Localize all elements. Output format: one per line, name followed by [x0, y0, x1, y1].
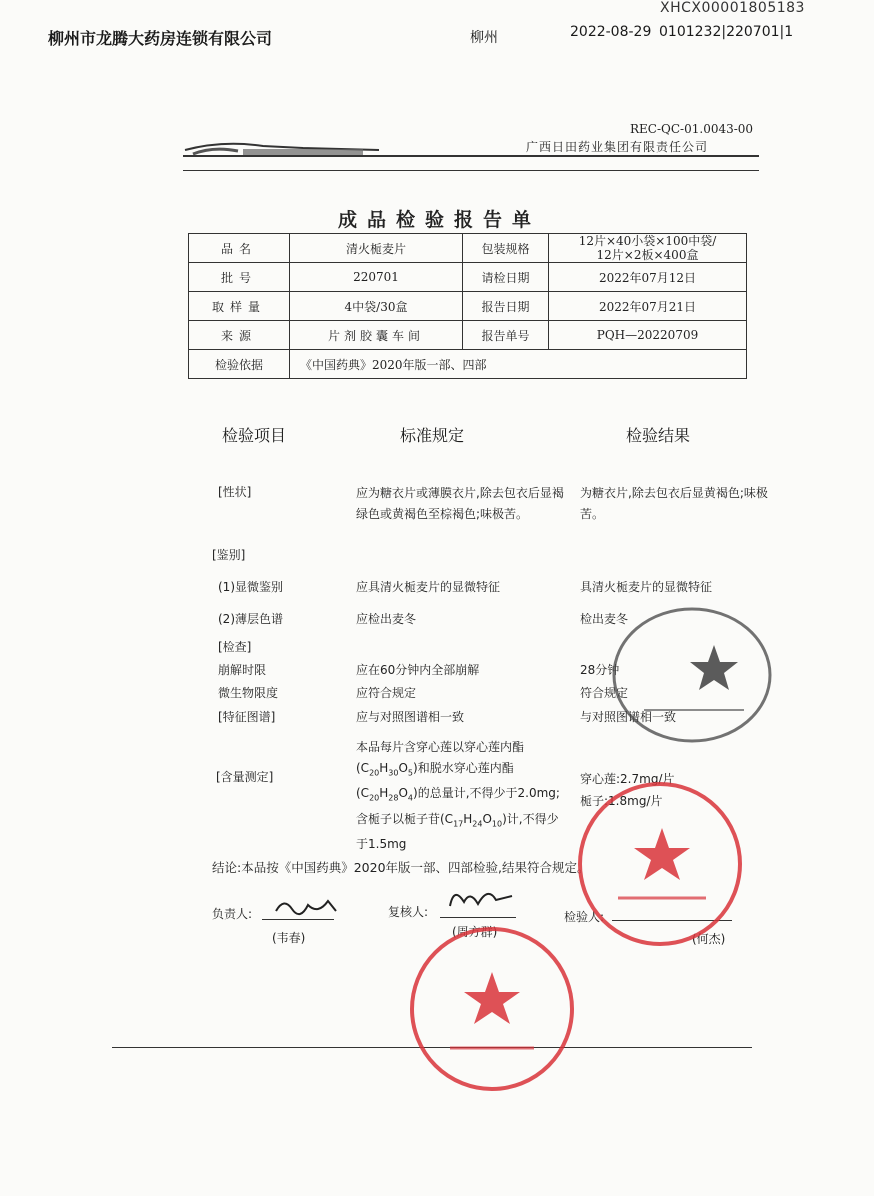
disintegration-standard: 应在60分钟内全部崩解	[356, 663, 480, 677]
signature-line	[262, 919, 334, 920]
table-row	[189, 263, 747, 292]
seal-icon	[404, 924, 580, 1094]
print-date: 2022-08-29	[570, 24, 652, 40]
sample-label: 取样量	[189, 292, 290, 321]
character-standard: 应为糖衣片或薄膜衣片,除去包衣后显褐绿色或黄褐色至棕褐色;味极苦。	[356, 486, 564, 521]
batch-value: 220701	[290, 263, 463, 292]
table-row	[189, 292, 747, 321]
report-no-value: PQH—20220709	[549, 321, 747, 350]
company-name: 柳州市龙腾大药房连锁有限公司	[48, 29, 273, 48]
reviewer-label: 复核人:	[388, 905, 429, 919]
batch-label: 批号	[189, 263, 290, 292]
assay-std-part: )的总量计,不得少于2.0mg;含栀子以栀子苷(C	[356, 786, 560, 826]
assay-std-part: )和脱水穿心莲内酯(C	[356, 761, 514, 801]
request-date-label: 请检日期	[463, 263, 549, 292]
report-title: 成品检验报告单	[338, 209, 542, 231]
microbial-item: 微生物限度	[218, 686, 279, 700]
header-rule	[183, 155, 759, 157]
spec-line-2: 12片×2板×400盒	[596, 248, 699, 262]
issuer-name: 广西日田药业集团有限责任公司	[526, 140, 709, 154]
source-value: 片剂胶囊车间	[290, 321, 463, 350]
source-label: 来源	[189, 321, 290, 350]
pharmacy-stamp	[404, 924, 580, 1098]
assay-sub: 17	[453, 819, 464, 829]
microscopic-item: (1)显微鉴别	[218, 580, 283, 594]
report-date-value: 2022年07月21日	[549, 292, 747, 321]
reviewer-signature	[446, 882, 516, 921]
report-date-label: 报告日期	[463, 292, 549, 321]
responsible-label: 负责人:	[212, 907, 253, 921]
assay-std-part: O	[398, 786, 408, 801]
microscopic-result: 具清火栀麦片的显微特征	[580, 580, 713, 594]
col-item: 检验项目	[222, 426, 287, 445]
assay-sub: 24	[472, 819, 483, 829]
request-date-value: 2022年07月12日	[549, 263, 747, 292]
doc-code: REC-QC-01.0043-00	[630, 122, 754, 136]
assay-std-part: H	[379, 786, 389, 801]
microbial-result: 符合规定	[580, 686, 629, 700]
assay-std-part: H	[463, 811, 473, 826]
signature-line	[440, 917, 516, 918]
assay-sub: 28	[388, 793, 399, 803]
report-no-label: 报告单号	[463, 321, 549, 350]
issuer-logo	[183, 136, 383, 166]
assay-std-part: O	[398, 761, 408, 775]
col-standard: 标准规定	[400, 426, 465, 445]
assay-sub: 10	[491, 819, 503, 829]
issuer-stamp	[604, 600, 779, 754]
character-result: 为糖衣片,除去包衣后显黄褐色;味极苦。	[580, 486, 768, 521]
microbial-standard: 应符合规定	[356, 686, 417, 700]
batch-codes: 0101232|220701|1	[659, 24, 794, 40]
basis-value: 《中国药典》2020年版一部、四部	[290, 350, 747, 379]
assay-sub: 30	[388, 768, 399, 778]
assay-sub: 4	[407, 793, 414, 803]
logo-icon	[183, 136, 383, 162]
assay-std-part: 本品每片含穿心莲以穿心莲内酯(C	[356, 740, 525, 775]
assay-sub: 20	[369, 768, 380, 778]
spec-value	[549, 234, 747, 263]
col-result: 检验结果	[626, 426, 691, 445]
table-row	[189, 350, 747, 379]
inspection-item: [检查]	[218, 640, 252, 654]
assay-std-part: )计,不得少于1.5mg	[356, 811, 559, 852]
assay-std-part: O	[482, 811, 492, 826]
fingerprint-item: [特征图谱]	[218, 710, 276, 724]
sample-value: 4中袋/30盒	[290, 292, 463, 321]
product-value: 清火栀麦片	[290, 234, 463, 263]
responsible-signature	[272, 893, 342, 926]
microscopic-standard: 应具清火栀麦片的显微特征	[356, 580, 501, 594]
spec-line-1: 12片×40小袋×100中袋/	[578, 234, 717, 248]
disintegration-result: 28分钟	[580, 663, 620, 677]
seal-icon	[570, 778, 750, 950]
basis-label: 检验依据	[189, 350, 290, 379]
reviewer-name: (周方群)	[452, 925, 498, 939]
signature-icon	[272, 893, 342, 921]
tlc-result: 检出麦冬	[580, 612, 629, 626]
assay-standard	[356, 737, 570, 855]
table-row	[189, 321, 747, 350]
inspector-label: 检验人:	[564, 910, 605, 924]
scan-id: XHCX00001805183	[660, 0, 805, 16]
product-label: 品名	[189, 234, 290, 263]
inspector-name: (何杰)	[692, 932, 726, 946]
fingerprint-standard: 应与对照图谱相一致	[356, 710, 465, 724]
identification-item: [鉴别]	[212, 548, 246, 562]
seal-icon	[604, 600, 779, 750]
assay-item: [含量测定]	[216, 770, 274, 784]
assay-sub: 20	[369, 793, 380, 803]
signature-icon	[446, 882, 516, 916]
city: 柳州	[470, 30, 498, 46]
info-table	[188, 233, 747, 379]
conclusion: 结论:本品按《中国药典》2020年版一部、四部检验,结果符合规定。	[212, 860, 590, 875]
assay-result-1: 穿心莲:2.7mg/片	[580, 772, 675, 786]
spec-label: 包装规格	[463, 234, 549, 263]
fingerprint-result: 与对照图谱相一致	[580, 710, 677, 724]
disintegration-item: 崩解时限	[218, 663, 267, 677]
header-rule-2	[183, 170, 759, 171]
tlc-item: (2)薄层色谱	[218, 612, 283, 626]
assay-result-2: 栀子:1.8mg/片	[580, 794, 663, 808]
assay-std-part: H	[379, 761, 389, 775]
qc-stamp	[570, 778, 750, 954]
tlc-standard: 应检出麦冬	[356, 612, 417, 626]
character-item: [性状]	[218, 485, 252, 499]
table-row	[189, 234, 747, 263]
assay-sub: 5	[407, 768, 414, 778]
responsible-name: (韦春)	[272, 931, 306, 945]
